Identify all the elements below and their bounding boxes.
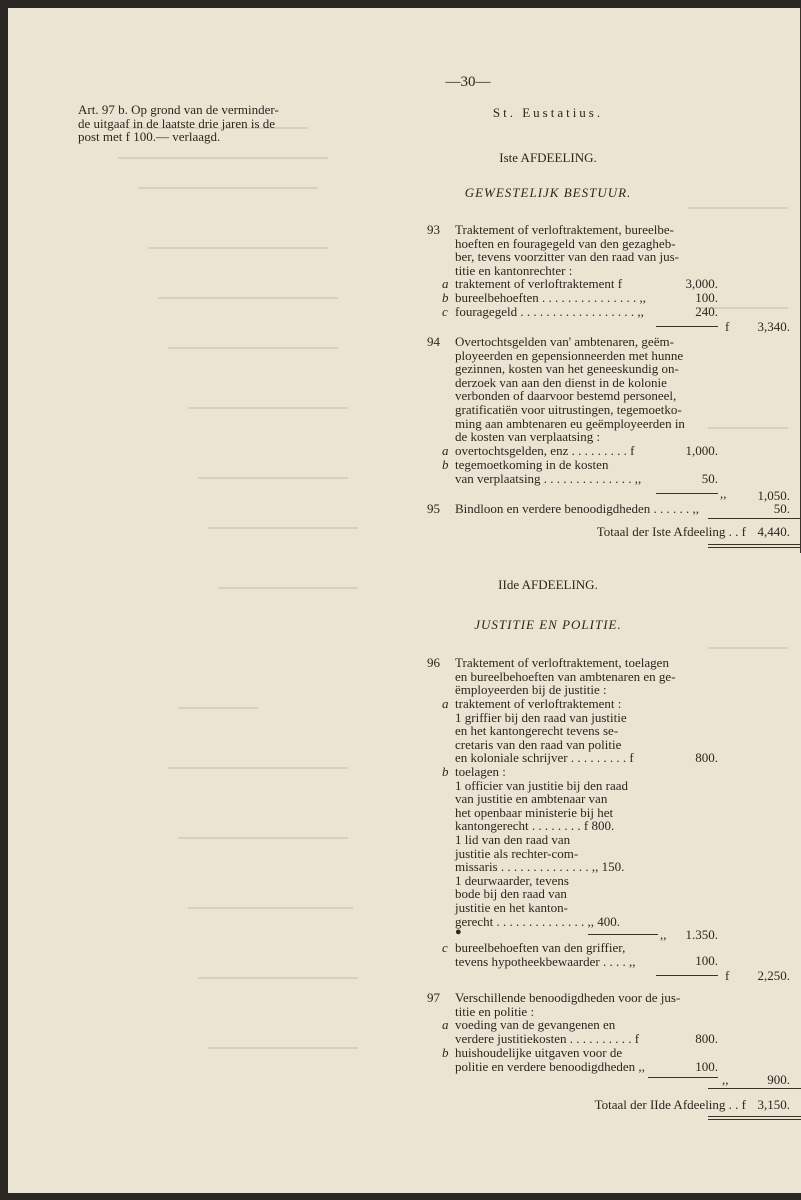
- section1-subheading: GEWESTELIJK BESTUUR.: [464, 185, 632, 200]
- item-text-line: ëmployeerden bij de justitie :: [455, 682, 607, 698]
- margin-note: [78, 103, 279, 144]
- item-text-line: verdere justitiekosten . . . . . . . . . . f: [455, 1030, 640, 1046]
- sub-letter: a: [442, 1017, 450, 1032]
- margin-note-line: Art. 97 b. Op grond van de verminder-: [78, 102, 279, 117]
- sub-letter: a: [442, 443, 450, 458]
- item-total: 900.: [767, 1072, 790, 1087]
- item-text-line: toelagen :: [455, 764, 506, 779]
- item-text-line: derzoek van aan den dienst in de kolonie: [455, 374, 667, 390]
- sub-letter: a: [442, 276, 450, 291]
- item-text-line: tevens hypotheekbewaarder . . . . ,,: [455, 953, 636, 969]
- item-text-line: justitie als rechter-com-: [455, 845, 579, 861]
- item-text-line: ployeerden en gepensionneerden met hunne: [455, 347, 684, 363]
- item-text-line: voeding van de gevangenen en: [455, 1017, 616, 1032]
- sub-letter: c: [442, 304, 449, 319]
- island-title: St. Eustatius.: [492, 105, 604, 120]
- item-text-line: het openbaar ministerie bij het: [455, 804, 614, 820]
- document-page: [8, 8, 801, 1193]
- sub-item-amount: 800.: [695, 1031, 718, 1046]
- sub-item-text: [455, 1018, 639, 1045]
- sub-item-text: bureelbehoeften . . . . . . . . . . . . . . . ,,: [455, 290, 646, 305]
- sub-letter: a: [442, 696, 450, 711]
- sub-item-amount: 1.350.: [685, 927, 718, 942]
- item-text-line: politie en verdere benoodigdheden ,,: [455, 1058, 645, 1074]
- total-prefix: ,,: [720, 486, 727, 501]
- item-text-line: ber, tevens voorzitter van den raad van jus-: [455, 249, 680, 265]
- item-text-line: cretaris van den raad van politie: [455, 736, 622, 752]
- section2-total-label: Totaal der IIde Afdeeling . . f: [594, 1097, 746, 1112]
- item-96c-text: [455, 941, 636, 968]
- item-total: 2,250.: [757, 968, 790, 983]
- section1-total-label: Totaal der Iste Afdeeling . . f: [596, 524, 746, 539]
- item-text-line: 1 officier van justitie bij den raad: [455, 777, 629, 793]
- sub-item-amount: 100.: [695, 290, 718, 305]
- sum-rule: [656, 326, 718, 327]
- total-double-rule: [708, 544, 801, 545]
- sum-rule: [656, 975, 718, 976]
- total-prefix: f: [725, 319, 730, 334]
- sub-item-text: traktement of verloftraktement f: [455, 276, 623, 291]
- item-total: 3,340.: [757, 319, 790, 334]
- item-text-line: Traktement of verloftraktement, toelagen: [455, 655, 669, 670]
- sub-letter: b: [442, 457, 450, 472]
- item-96a-text: [455, 697, 634, 765]
- sub-item-amount: 240.: [695, 304, 718, 319]
- item-text-line: en bureelbehoeften van ambtenaren en ge-: [455, 668, 676, 684]
- item-97-description: [455, 991, 680, 1018]
- item-text-line: missaris . . . . . . . . . . . . . . ,, 150.: [455, 859, 625, 875]
- sub-letter: c: [442, 940, 449, 955]
- sub-item-amount: 3,000.: [685, 276, 718, 291]
- section2-subheading: JUSTITIE EN POLITIE.: [474, 617, 622, 632]
- sub-item-amount: 800.: [695, 750, 718, 765]
- item-text-line: en koloniale schrijver . . . . . . . . . f: [455, 750, 634, 766]
- item-text-line: verbonden of daarvoor bestemd personeel,: [455, 388, 677, 404]
- margin-note-line: de uitgaaf in de laatste drie jaren is de: [78, 115, 276, 131]
- item-text-line: Overtochtsgelden van' ambtenaren, geëm-: [455, 334, 674, 349]
- item-text-line: de kosten van verplaatsing :: [455, 429, 601, 445]
- item-text-line: traktement of verloftraktement :: [455, 696, 622, 711]
- item-text-line: Verschillende benoodigdheden voor de jus-: [455, 990, 681, 1005]
- item-text-line: gezinnen, kosten van het geneeskundig on-: [455, 361, 679, 377]
- sub-item-text: [455, 1046, 645, 1073]
- section2-heading: IIde AFDEELING.: [498, 577, 598, 592]
- item-95-description: Bindloon en verdere benoodigdheden . . . . . . ,,: [455, 501, 700, 516]
- bleed-through-texture: [8, 8, 801, 1193]
- item-text-line: titie en kantonrechter :: [455, 262, 573, 278]
- item-text-line: en het kantongerecht tevens se-: [455, 723, 619, 739]
- total-double-rule: [708, 547, 801, 548]
- sum-rule: [648, 1077, 718, 1078]
- item-96-description: [455, 656, 676, 697]
- sub-letter: b: [442, 764, 450, 779]
- sub-item-text: van verplaatsing . . . . . . . . . . . . . . ,,: [455, 471, 642, 486]
- section1-total: 4,440.: [757, 524, 790, 539]
- item-number-97: 97: [427, 990, 440, 1005]
- item-text-line: Traktement of verloftraktement, bureelbe-: [455, 222, 674, 237]
- total-rule: [708, 518, 801, 519]
- item-text-line: huishoudelijke uitgaven voor de: [455, 1045, 623, 1060]
- sub-letter: b: [442, 290, 450, 305]
- item-text-line: justitie en het kanton-: [455, 899, 569, 915]
- item-text-line: bode bij den raad van: [455, 886, 567, 902]
- sub-item-text: fouragegeld . . . . . . . . . . . . . . . . . . ,,: [455, 304, 644, 319]
- item-93-description: [455, 223, 679, 277]
- item-text-line: kantongerecht . . . . . . . . f 800.: [455, 818, 615, 834]
- sub-item-amount: 100.: [695, 1059, 718, 1074]
- sub-item-text: overtochtsgelden, enz . . . . . . . . . f: [455, 443, 635, 458]
- item-number-94: 94: [427, 334, 440, 349]
- total-rule: [708, 1088, 801, 1089]
- item-number-96: 96: [427, 655, 440, 670]
- item-text-line: 1 lid van den raad van: [455, 831, 571, 847]
- item-text-line: gratificatiën voor uitrustingen, tegemoetko-: [455, 401, 682, 417]
- item-total: 50.: [773, 501, 790, 516]
- item-96b-text: [455, 765, 628, 928]
- section2-total: 3,150.: [757, 1097, 790, 1112]
- item-text-line: 1 deurwaarder, tevens: [455, 872, 569, 888]
- item-number-95: 95: [427, 501, 440, 516]
- bullet-mark: ●: [455, 926, 462, 938]
- total-prefix: f: [725, 968, 730, 983]
- sub-item-text: tegemoetkoming in de kosten: [455, 457, 609, 472]
- item-text-line: gerecht . . . . . . . . . . . . . . ,, 400.: [455, 913, 621, 929]
- sub-item-amount: 100.: [695, 953, 718, 968]
- total-prefix: ,,: [722, 1072, 729, 1087]
- total-double-rule: [708, 1116, 801, 1117]
- sub-prefix: ,,: [660, 927, 667, 942]
- item-text-line: hoeften en fouragegeld van den gezaghеb-: [455, 235, 676, 251]
- page-number: —30—: [445, 74, 491, 90]
- item-text-line: ming aan ambtenaren eu geëmployeerden in: [455, 415, 685, 431]
- item-text-line: titie en politie :: [455, 1003, 535, 1019]
- margin-note-line: post met f 100.— verlaagd.: [78, 129, 221, 145]
- sum-rule: [656, 493, 718, 494]
- item-text-line: bureelbehoeften van den griffier,: [455, 940, 626, 955]
- item-94-description: [455, 335, 685, 444]
- item-total: 1,050.: [757, 488, 790, 503]
- item-text-line: van justitie en ambtenaar van: [455, 791, 608, 807]
- item-number-93: 93: [427, 222, 440, 237]
- item-text-line: 1 griffier bij den raad van justitie: [455, 709, 627, 725]
- sub-letter: b: [442, 1045, 450, 1060]
- sub-item-amount: 50.: [701, 471, 718, 486]
- section1-heading: Iste AFDEELING.: [499, 150, 597, 165]
- sub-item-amount: 1,000.: [685, 443, 718, 458]
- total-double-rule: [708, 1119, 801, 1120]
